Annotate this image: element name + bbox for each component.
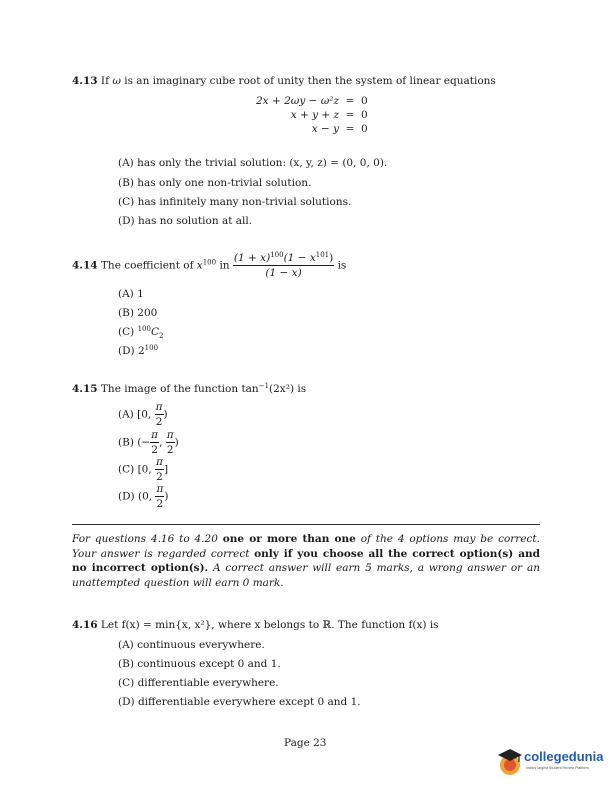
section-instructions: For questions 4.16 to 4.20 one or more than one of the 4 options may be correct. Your answer is regarded correct only if you choose all the correct option(s) and no incorrect option(s). A correct answer will earn 5 marks, a wrong answer or an unattempted question will earn 0 mark. — [72, 533, 541, 589]
option-4-14-d: (D) $2^{100}$ — [118, 344, 159, 357]
option-4-14-b: (B) 200 — [118, 307, 158, 319]
brand-name: collegedunia — [524, 749, 604, 764]
equation-row: x + y + z = 0 — [290, 109, 368, 121]
collegedunia-logo — [497, 744, 605, 780]
page-number: Page 23 — [284, 737, 327, 749]
option-4-16-a: (A) continuous everywhere. — [118, 639, 265, 651]
question-4-15-stem: 4.15 The image of the function $\tan^{-1}(2x^2)$ is — [72, 382, 307, 395]
option-4-13-b: (B) has only one non-trivial solution. — [118, 177, 312, 189]
option-4-16-b: (B) continuous except 0 and 1. — [118, 658, 281, 670]
graduation-cap-icon — [497, 746, 523, 776]
option-4-14-c: (C) $^{100}C_2$ — [118, 325, 164, 341]
option-4-13-c: (C) has infinitely many non-trivial solutions. — [118, 196, 352, 208]
question-4-13-stem: 4.13 If ω is an imaginary cube root of unity then the system of linear equations — [72, 75, 496, 87]
equation-row: x − y = 0 — [311, 123, 368, 135]
option-4-13-a: (A) has only the trivial solution: (x, y, z) = (0, 0, 0). — [118, 157, 388, 169]
equation-row: 2x + 2ωy − ω²z = 0 — [256, 95, 368, 107]
option-4-13-d: (D) has no solution at all. — [118, 215, 253, 227]
option-4-16-c: (C) differentiable everywhere. — [118, 677, 279, 689]
section-divider — [72, 524, 540, 525]
brand-tagline: India's largest Student Review Platform — [526, 766, 589, 770]
equation-system — [254, 94, 370, 136]
option-4-16-d: (D) differentiable everywhere except 0 and 1. — [118, 696, 361, 708]
option-4-15-a: (A) [0, $\frac{\pi}{2}$ ) — [118, 401, 168, 428]
option-4-14-a: (A) 1 — [118, 288, 144, 300]
question-4-14-stem: 4.14 The coefficient of $x^{100}$ in $\frac{(1 + x)^{100}(1 - x^{101})}{(1 - x)}$ is — [72, 251, 347, 279]
question-4-16-stem: 4.16 Let f(x) = min{x, x²}, where x belongs to ℝ. The function f(x) is — [72, 619, 439, 631]
coefficient-fraction: $\frac{(1 + x)^{100}(1 - x^{101})}{(1 - x)}$ — [233, 251, 334, 279]
option-4-15-c: (C) [0, $\frac{\pi}{2}$ ] — [118, 456, 169, 483]
option-4-15-d: (D) (0, $\frac{\pi}{2}$ ) — [118, 483, 169, 510]
option-4-15-b: (B) (− $\frac{\pi}{2}$ , $\frac{\pi}{2}$ ) — [118, 429, 179, 456]
